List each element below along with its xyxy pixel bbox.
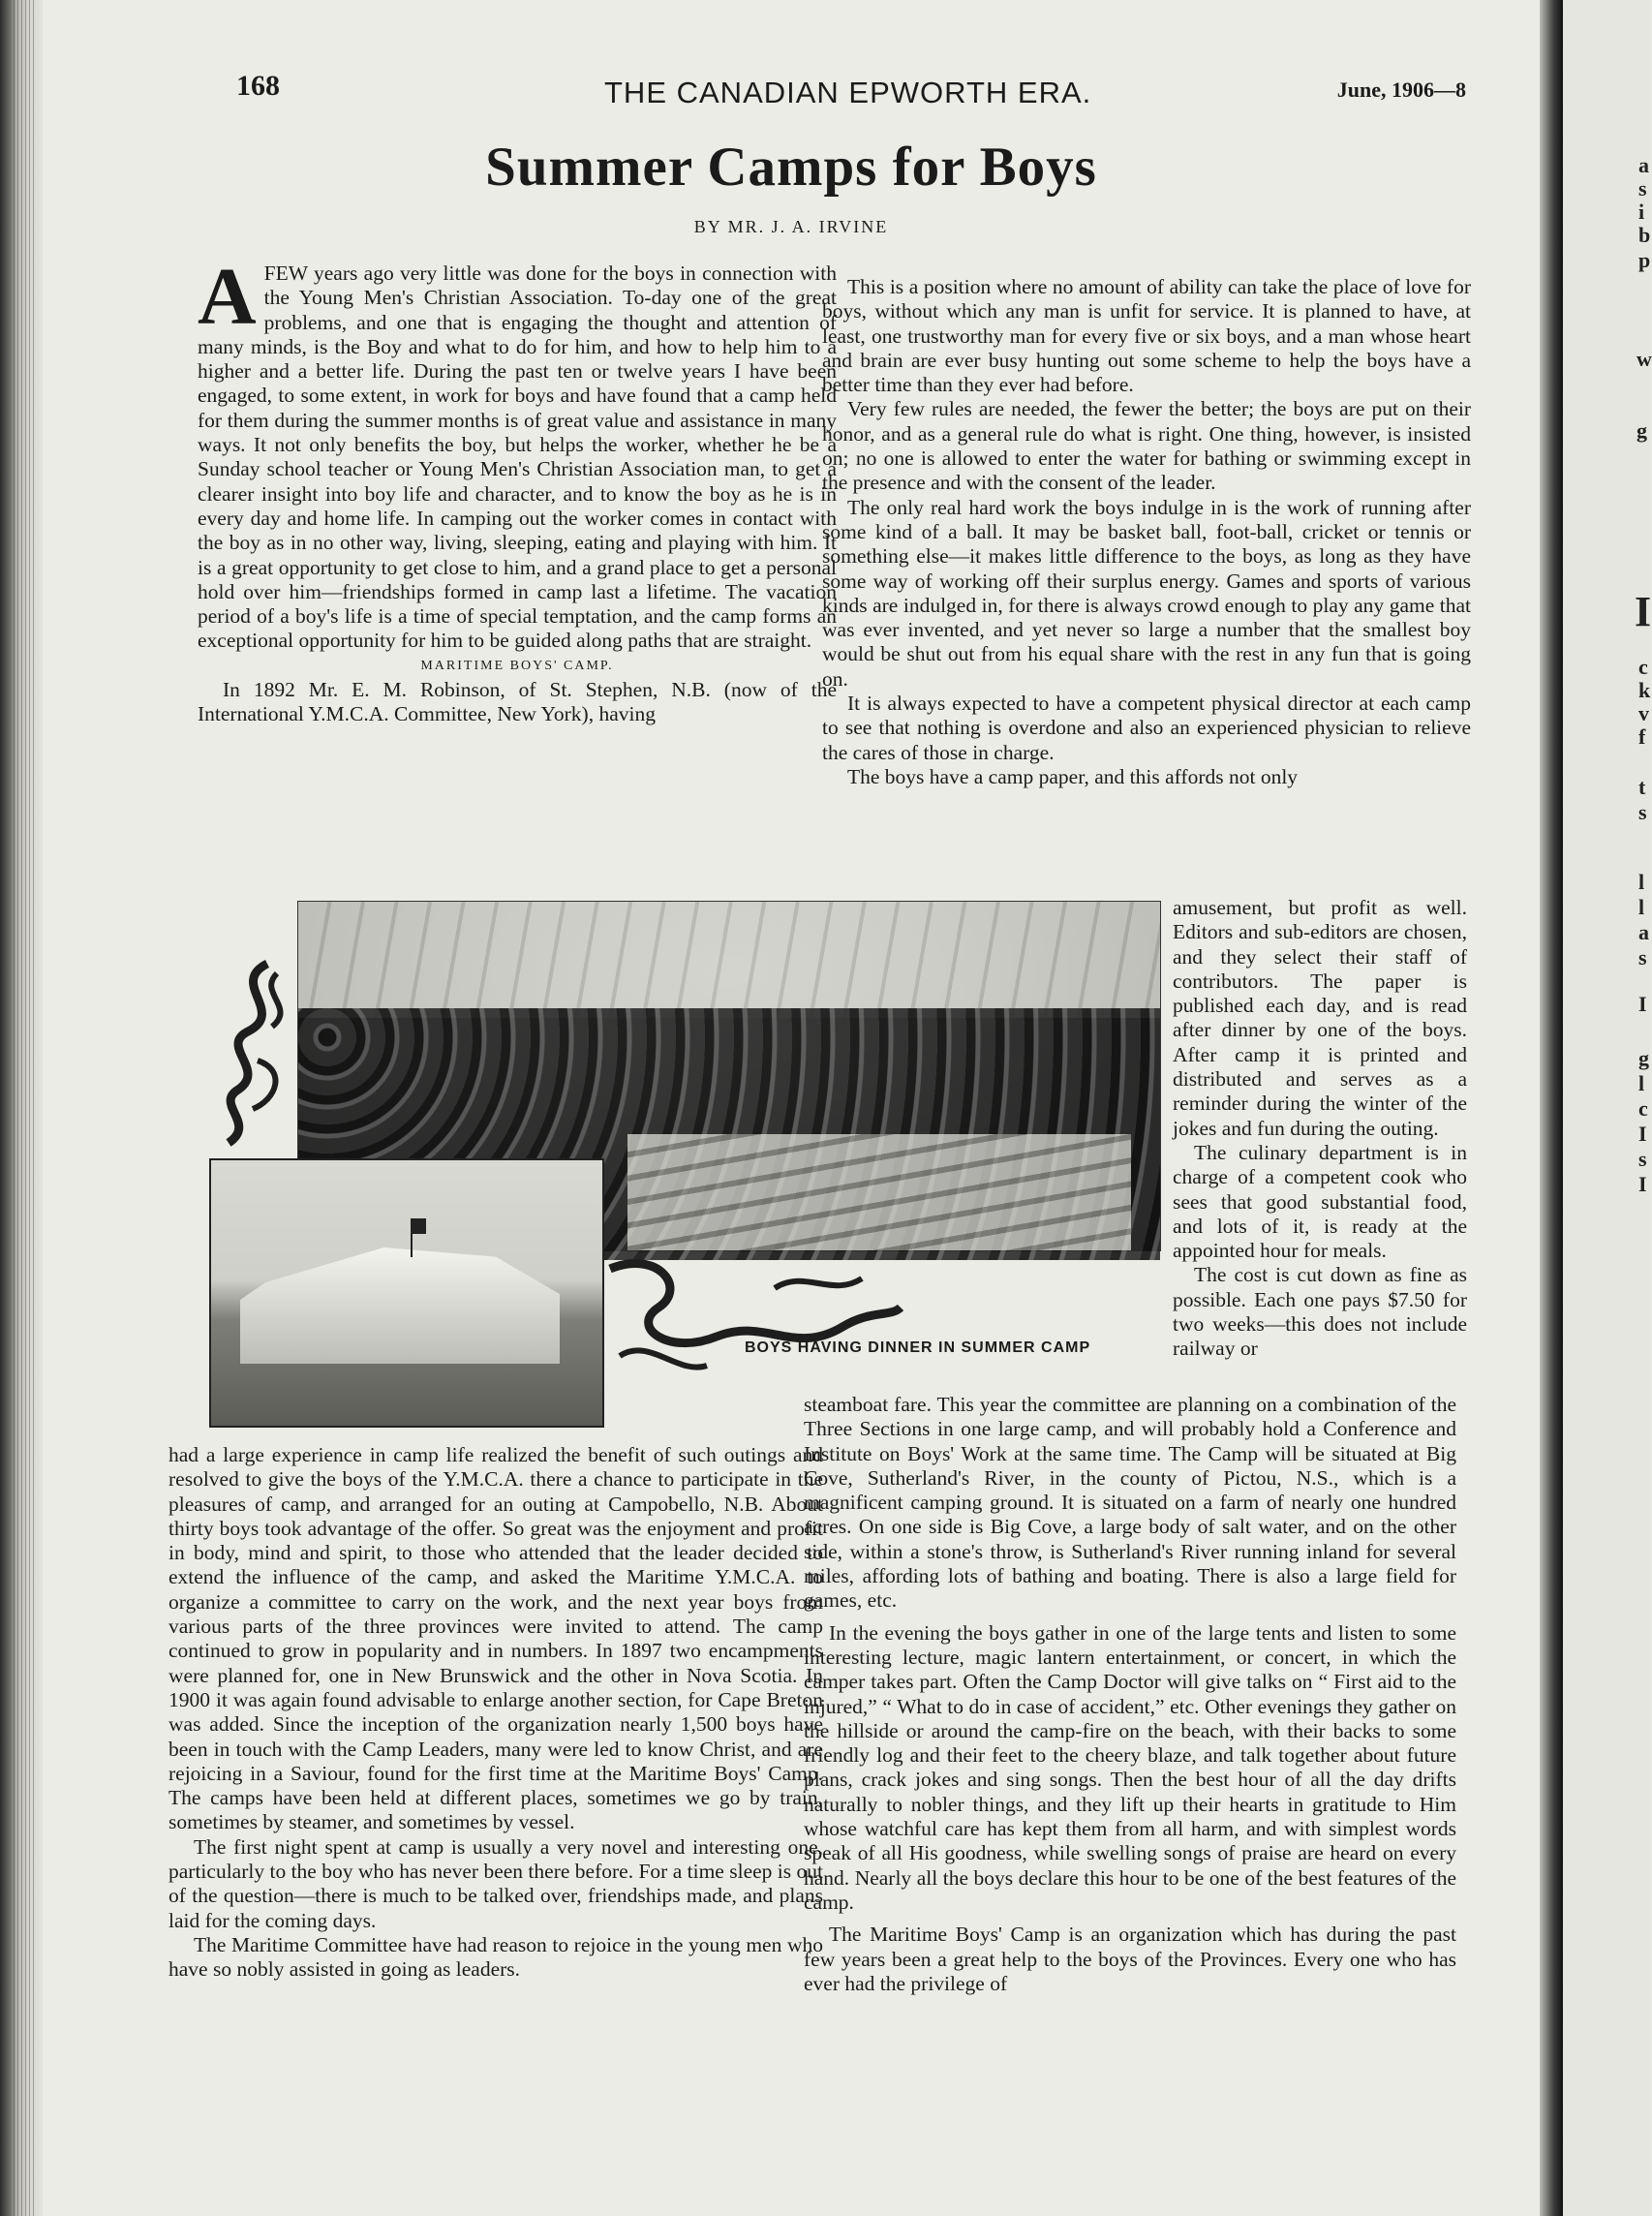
paragraph: The culinary department is in charge of a competent cook who sees that good substantial food, and lots of it, is ready at the appointed hour for meals. (1173, 1140, 1467, 1263)
paragraph: In 1892 Mr. E. M. Robinson, of St. Stephen, N.B. (now of the International Y.M.C.A. Committee, New York), having (198, 678, 837, 726)
fragment: I (1638, 1122, 1647, 1146)
paragraph: This is a position where no amount of ability can take the place of love for boys, without which any man is unfit for service. It is planned to have, at least, one trustworthy man for every five or six boys, and a man whose heart and brain are ever busy hunting out some scheme to help the boys have a better time than they ever had before. (822, 275, 1471, 397)
scroll-ornament (209, 954, 304, 1153)
right-column-bottom (804, 1393, 1456, 1996)
paragraph: In the evening the boys gather in one of the large tents and listen to some interesting lecture, magic lantern entertainment, or concert, in which the camper takes part. Often the Camp Doctor will give talks on “ First aid to the injured,” “ What to do in case of accident,” etc. Other evenings they gather on the hillside or around the camp-fire on the beach, with their backs to some friendly log and their feet to the cheery blaze, and talk together about future plans, crack jokes and sing songs. Then the best hour of all the day drifts naturally to nobler things, and they lift up their hearts in gratitude to Him whose watchful care has kept them from all harm, and with simplest words speak of all His goodness, while swelling songs of praise are heard on every hand. Nearly all the boys declare this hour to be one of the best features of the camp. (804, 1620, 1456, 1914)
paragraph: The only real hard work the boys indulge in is the work of running after some kind of a ball. It may be basket ball, foot-ball, cricket or tennis or something else—it makes little difference to the boys, as long as they have some way of working off their surplus energy. Games and sports of various kinds are indulged in, for there is always crowd enough to play any game that was ever invented, and yet never so large a number that the smallest boy would be shut out from his equal share with the rest in any fun that is going on. (822, 495, 1471, 691)
photo-caption: BOYS HAVING DINNER IN SUMMER CAMP (745, 1339, 1091, 1356)
right-column-top (822, 275, 1471, 789)
fragment: a (1638, 920, 1649, 944)
fragment: v (1638, 701, 1649, 725)
paragraph: The boys have a camp paper, and this affords not only (847, 764, 1299, 788)
fragment: s (1638, 945, 1647, 970)
fragment: t (1638, 775, 1646, 799)
paragraph: The cost is cut down as fine as possible. Each one pays $7.50 for two weeks—this does not include railway or (1173, 1263, 1467, 1361)
left-column-top (198, 252, 837, 727)
paragraph: had a large experience in camp life realized the benefit of such outings and resolved to give the boys of the Y.M.C.A. there a chance to participate in the pleasures of camp, and arranged for an outing at Campobello, N.B. About thirty boys took advantage of the offer. So great was the enjoyment and profit in body, mind and spirit, to those who attended that the leader decided to extend the influence of the camp, and asked the Maritime Y.M.C.A. to organize a committee to carry on the work, and the next year boys from various parts of the three provinces were invited to attend. The camp continued to grow in popularity and in numbers. In 1897 two encampments were planned for, one in New Brunswick and the other in Nova Scotia. In 1900 it was again found advisable to enlarge another section, for Cape Breton was added. Since the inception of the organization nearly 1,500 boys have been in touch with the Camp Leaders, many were led to know Christ, and are rejoicing in a Saviour, found for the first time at the Maritime Boys' Camp. The camps have been held at different places, sometimes we go by train, sometimes by steamer, and sometimes by vessel. (168, 1443, 823, 1834)
fragment: k (1638, 678, 1651, 702)
fragment: c (1638, 1096, 1648, 1121)
fragment: w (1637, 347, 1652, 371)
page-number: 168 (236, 70, 280, 102)
fragment: I (1638, 992, 1647, 1016)
fragment: s (1638, 800, 1647, 824)
fragment: I (1638, 1172, 1647, 1196)
fragment: s (1638, 176, 1647, 200)
fragment: l (1638, 1071, 1645, 1095)
article-title: Summer Camps for Boys (485, 137, 1097, 198)
paragraph: The Maritime Committee have had reason to rejoice in the young men who have so nobly assisted in going as leaders. (168, 1932, 823, 1982)
fragment: g (1638, 1046, 1649, 1070)
fragment: s (1638, 1147, 1647, 1171)
article-byline: BY MR. J. A. IRVINE (693, 217, 889, 236)
fragment: l (1638, 895, 1645, 919)
publication-title: THE CANADIAN EPWORTH ERA. (604, 76, 1092, 109)
paragraph: The Maritime Boys' Camp is an organization which has during the past few years been a great help to the boys of the Provinces. Every one who has ever had the privilege of (804, 1923, 1456, 1995)
fragment: b (1638, 223, 1651, 247)
wrap-column (1173, 896, 1467, 1362)
page-gutter (1540, 0, 1563, 2216)
paragraph: It is always expected to have a competent physical director at each camp to see that nothing is overdone and also an experienced physician to relieve the cares of those in charge. (822, 692, 1471, 764)
page-edges (14, 0, 37, 2216)
paragraph: steamboat fare. This year the committee are planning on a combination of the Three Sections in one large camp, and will probably hold a Conference and Institute on Boys' Work at the same time. The Camp will be situated at Big Cove, Sutherland's River, in the county of Pictou, N.S., which is a magnificent camping ground. It is situated on a farm of nearly one hundred acres. On one side is Big Cove, a large body of salt water, and on the other side, within a stone's throw, is Sutherland's River running inland for several miles, affording lots of bathing and boating. There is also a large field for games, etc. (804, 1393, 1456, 1613)
section-heading: MARITIME BOYS' CAMP. (420, 658, 614, 673)
left-column-bottom (168, 1443, 823, 1983)
issue-date: June, 1906—8 (1336, 77, 1466, 102)
fragment: I (1635, 588, 1652, 635)
fragment: i (1638, 200, 1645, 224)
adjacent-page (1563, 0, 1650, 2216)
paragraph: The first night spent at camp is usually a very novel and interesting one, particularly to the boy who has never been there before. For a time sleep is out of the question—there is much to be talked over, friendships made, and plans laid for the coming days. (168, 1834, 823, 1932)
scroll-ornament (600, 1249, 910, 1395)
drop-cap: A (198, 252, 257, 342)
intro-paragraph: AFEW years ago very little was done for the boys in connection with the Young Men's Christian Association. To-day one of the great problems, and one that is engaging the thought and attention of many minds, is the Boy and what to do for him, and how to help him to a higher and a better life. During the past ten or twelve years I have been engaged, to some extent, in work for boys and have found that a camp held for them during the summer months is of great value and assistance in many ways. It not only benefits the boy, but helps the worker, whether he be a Sunday school teacher or Young Men's Christian Association man, to get a clearer insight into boy life and character, and to know the boy as he is in every day and home life. In camping out the worker comes in contact with the boy as in no other way, living, sleeping, eating and playing with him. It is a great opportunity to get close to him, and a grand place to get a personal hold over him—friendships formed in camp last a lifetime. The vacation period of a boy's life is a time of special temptation, and the camp forms an exceptional opportunity for him to be guided along paths that are straight. (198, 252, 837, 653)
fragment: l (1638, 870, 1645, 894)
tent-photo (209, 1158, 604, 1428)
fragment: f (1638, 724, 1646, 749)
paragraph: amusement, but profit as well. Editors and sub-editors are chosen, and they select their staff of contributors. The paper is published each day, and is read after dinner by one of the boys. After camp it is printed and distributed and serves as a reminder during the winter of the jokes and fun during the outing. (1173, 896, 1467, 1140)
paragraph: Very few rules are needed, the fewer the better; the boys are put on their honor, and as a general rule do what is right. One thing, however, is insisted on; no one is allowed to enter the water for bathing or swimming except in the presence and with the consent of the leader. (822, 397, 1471, 495)
magazine-page (43, 0, 1540, 2216)
fragment: p (1638, 248, 1651, 272)
running-header (236, 70, 1466, 118)
fragment: c (1638, 655, 1648, 679)
fragment: a (1638, 153, 1649, 177)
fragment: g (1637, 418, 1647, 443)
